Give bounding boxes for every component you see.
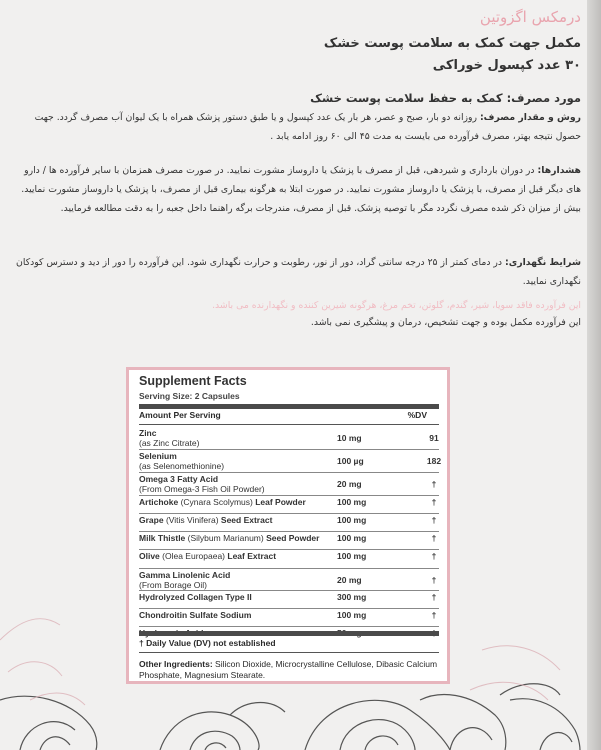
- ingredient-name: [139, 551, 276, 561]
- ingredient-amount: 100 mg: [337, 610, 367, 620]
- dv-footnote: † Daily Value (DV) not established: [139, 638, 276, 648]
- row-divider: [139, 449, 439, 450]
- other-ingredients: [139, 659, 439, 681]
- warnings-text: در دوران بارداری و شیردهی، قبل از مصرف با پزشک یا داروساز مشورت نمایید. در صورت مصرف همزمان با سایر فرآورده ها / دارو های دیگر قبل از مصرف، با پزشک یا داروساز مشورت نمایید. در صورت ابتلا به هرگونه بیماری قبل از مصرف، با پزشک یا داروساز مشورت نمایید. بیش از میزان ذکر شده مصرف نگردد مگر با توصیه پزشک. قبل از مصرف، مندرجات برگه راهنما داخل جعبه را به دقت مطالعه فرمایید.: [21, 165, 581, 214]
- ingredient-amount: 20 mg: [337, 575, 362, 585]
- dosage-paragraph: [8, 108, 581, 146]
- ingredient-amount: 100 mg: [337, 515, 367, 525]
- row-divider: [139, 513, 439, 514]
- allergen-notice: این فرآورده فاقد سویا، شیر، گندم، گلوتن، تخم مرغ، هرگونه شیرین کننده و نگهدارنده می باشد.: [212, 300, 581, 311]
- row-divider: [139, 568, 439, 569]
- ingredient-amount: 100 µg: [337, 456, 364, 466]
- ingredient-amount: 300 mg: [337, 592, 367, 602]
- ingredient-name: [139, 515, 272, 525]
- dosage-label: روش و مقدار مصرف:: [479, 112, 581, 123]
- row-divider: [139, 590, 439, 591]
- row-divider: [139, 608, 439, 609]
- rule-thin: [139, 652, 439, 653]
- ingredient-amount: 100 mg: [337, 497, 367, 507]
- supplement-facts-panel: [126, 367, 450, 684]
- ingredient-source: (From Borage Oil): [139, 580, 208, 590]
- ingredient-name: Hydrolyzed Collagen Type II: [139, 592, 252, 602]
- rule-thin: [139, 424, 439, 425]
- rule-thick: [139, 404, 439, 409]
- ingredient-amount: 100 mg: [337, 551, 367, 561]
- row-divider: [139, 626, 439, 627]
- ingredient-source: (From Omega-3 Fish Oil Powder): [139, 484, 265, 494]
- supplement-disclaimer: این فرآورده مکمل بوده و جهت تشخیص، درمان و پیشگیری نمی باشد.: [310, 317, 581, 328]
- ingredient-dv: †: [431, 551, 437, 561]
- warnings-label: هشدارها:: [537, 165, 581, 176]
- other-ingredients-label: Other Ingredients:: [139, 659, 213, 669]
- ingredient-latin-name: (Olea Europaea): [159, 551, 228, 561]
- amount-header: Amount Per Serving: [139, 410, 221, 420]
- ingredient-latin-name: (Cynara Scolymus): [178, 497, 256, 507]
- ingredient-amount: 10 mg: [337, 433, 362, 443]
- ingredient-dv: 91: [429, 433, 439, 443]
- ingredient-name-bold: Olive: [139, 551, 160, 561]
- supplement-facts-title: Supplement Facts: [139, 374, 247, 388]
- ingredient-name: [139, 533, 319, 543]
- serving-size: Serving Size: 2 Capsules: [139, 391, 240, 401]
- brand-name: درمکس اگزوتین: [479, 8, 581, 26]
- ingredient-name: [139, 497, 306, 507]
- row-divider: [139, 531, 439, 532]
- ingredient-part: Leaf Extract: [227, 551, 277, 561]
- ingredient-part: Seed Extract: [220, 515, 273, 525]
- ingredient-part: Leaf Powder: [255, 497, 306, 507]
- ingredient-name-bold: Artichoke: [139, 497, 179, 507]
- ingredient-dv: †: [431, 515, 437, 525]
- other-ingredients-text: Silicon Dioxide, Microcrystalline Cellulose, Dibasic Calcium Phosphate, Magnesium Stearate.: [139, 659, 438, 680]
- ingredient-dv: †: [431, 533, 437, 543]
- row-divider: [139, 495, 439, 496]
- storage-text: در دمای کمتر از ۲۵ درجه سانتی گراد، دور از نور، رطوبت و حرارت نگهداری شود. این فرآورده را دور از دید و دسترس کودکان نگهداری نمایید.: [16, 257, 581, 287]
- ingredient-name: Selenium: [139, 451, 177, 461]
- ingredient-dv: †: [431, 592, 437, 602]
- ingredient-dv: 182: [426, 456, 442, 466]
- ingredient-amount: 20 mg: [337, 479, 362, 489]
- ingredient-source: (as Selenomethionine): [139, 461, 225, 471]
- warnings-paragraph: [8, 161, 581, 218]
- ingredient-dv: †: [431, 575, 437, 585]
- usage-title: مورد مصرف: کمک به حفظ سلامت پوست خشک: [310, 91, 581, 105]
- headline-quantity: ۳۰ عدد کپسول خوراکی: [432, 58, 581, 73]
- ingredient-dv: †: [431, 497, 437, 507]
- storage-paragraph: [8, 253, 581, 291]
- row-divider: [139, 549, 439, 550]
- ingredient-part: Seed Powder: [266, 533, 320, 543]
- ingredient-name: Chondroitin Sulfate Sodium: [139, 610, 252, 620]
- ingredient-name: Omega 3 Fatty Acid: [139, 474, 219, 484]
- ingredient-dv: †: [431, 610, 437, 620]
- ingredient-latin-name: (Vitis Vinifera): [163, 515, 221, 525]
- ingredient-name-bold: Milk Thistle: [139, 533, 186, 543]
- ingredient-name: Zinc: [139, 428, 157, 438]
- ingredient-dv: †: [431, 479, 437, 489]
- headline-purpose: مکمل جهت کمک به سلامت پوست خشک: [323, 36, 581, 51]
- dosage-text: روزانه دو بار، صبح و عصر، هر بار یک عدد کپسول و یا طبق دستور پزشک همراه با یک لیوان آب مصرف گردد. جهت حصول نتیجه بهتر، مصرف فرآورده می بایست به مدت ۴۵ الی ۶۰ روز ادامه یابد .: [34, 112, 581, 142]
- rule-thick: [139, 631, 439, 636]
- ingredient-name: Gamma Linolenic Acid: [139, 570, 231, 580]
- dv-header: %DV: [407, 410, 427, 420]
- ingredient-amount: 100 mg: [337, 533, 367, 543]
- storage-label: شرایط نگهداری:: [505, 257, 581, 268]
- ingredient-name-bold: Grape: [139, 515, 164, 525]
- ingredient-source: (as Zinc Citrate): [139, 438, 200, 448]
- ingredient-latin-name: (Silybum Marianum): [185, 533, 267, 543]
- row-divider: [139, 472, 439, 473]
